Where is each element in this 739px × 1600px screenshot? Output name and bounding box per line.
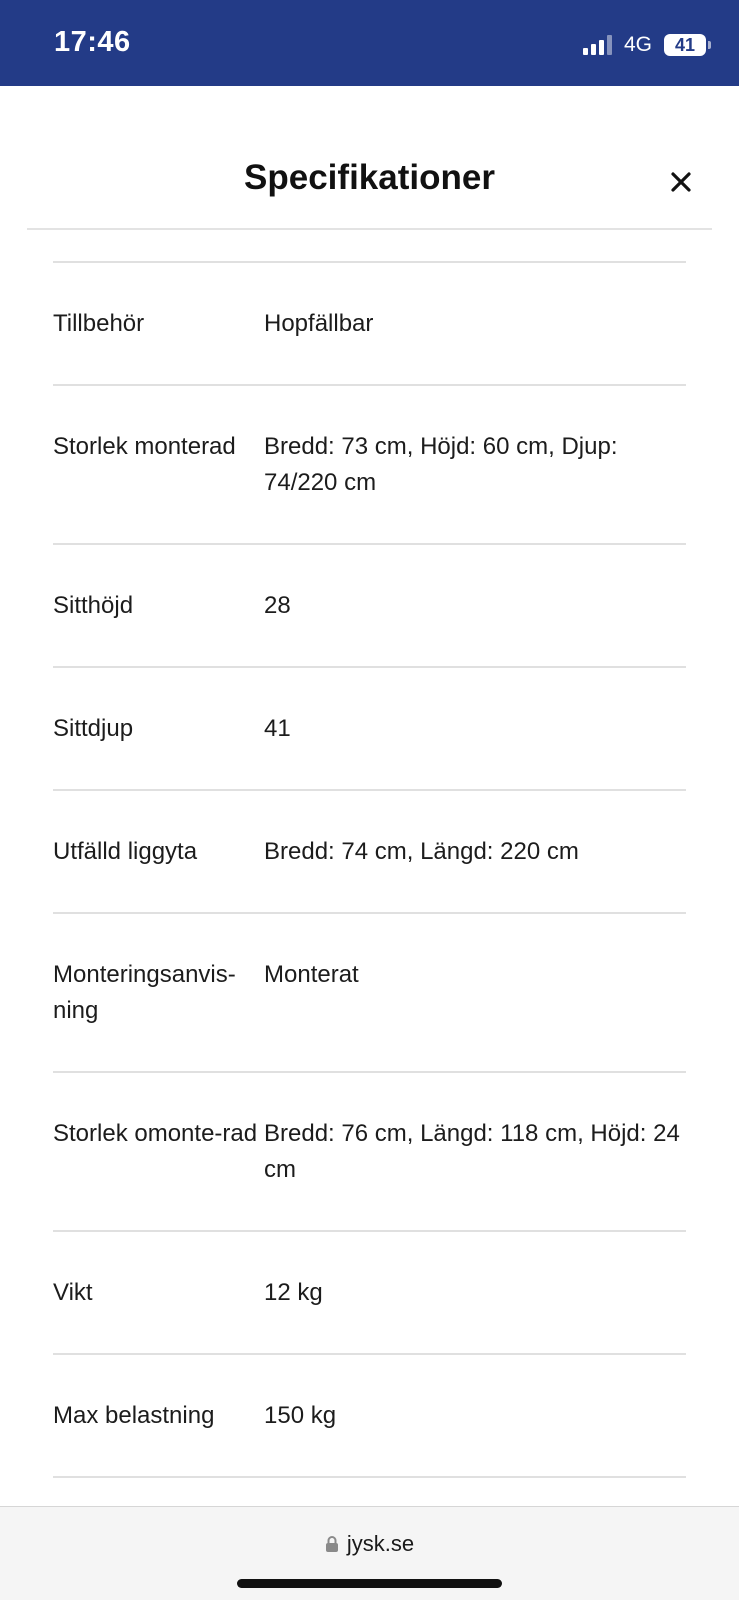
lock-icon [325,1535,339,1553]
spec-label: Storlek omonte-rad [53,1120,258,1147]
home-indicator[interactable] [237,1579,502,1588]
spec-list-divider [53,1476,686,1478]
page-title: Specifikationer [244,158,495,197]
signal-icon [583,35,612,55]
address-bar[interactable] [0,1531,739,1557]
status-indicators [583,32,711,58]
modal-header [0,86,739,230]
status-time: 17:46 [54,26,131,58]
spec-row-storlek-monterad [53,384,686,543]
spec-label: Vikt [53,1279,93,1306]
spec-row-monteringsanvisning [53,912,686,1071]
spec-label: Sitthöjd [53,592,134,619]
browser-bar [0,1506,739,1600]
spec-value: 12 kg [264,1279,323,1306]
url-text: jysk.se [346,1531,415,1556]
spec-row-sittdjup [53,666,686,789]
header-divider [27,228,712,230]
spec-row-vikt [53,1230,686,1353]
spec-label: Utfälld liggyta [53,838,198,865]
spec-row-utfalld-liggyta [53,789,686,912]
spec-label: Sittdjup [53,715,134,742]
spec-value: 28 [264,592,291,619]
spec-row-tillbehor [53,261,686,384]
close-button[interactable] [663,164,699,200]
spec-value: Hopfällbar [264,310,374,337]
spec-label: Monteringsanvis-ning [53,961,236,1024]
spec-value: Bredd: 73 cm, Höjd: 60 cm, Djup: 74/220 cm [264,433,618,496]
spec-row-sitthojd [53,543,686,666]
spec-value: Bredd: 76 cm, Längd: 118 cm, Höjd: 24 cm [264,1120,680,1183]
battery-icon [664,34,711,56]
close-icon [670,171,692,193]
network-label: 4G [623,33,652,56]
battery-level: 41 [664,34,706,56]
spec-label: Storlek monterad [53,433,236,460]
spec-row-max-belastning [53,1353,686,1476]
spec-row-storlek-omonterad [53,1071,686,1230]
spec-value: 41 [264,715,291,742]
spec-label: Max belastning [53,1402,215,1429]
spec-value: Bredd: 74 cm, Längd: 220 cm [264,838,579,865]
spec-value: Monterat [264,961,359,988]
spec-label: Tillbehör [53,310,145,337]
status-bar [0,0,739,86]
spec-value: 150 kg [264,1402,337,1429]
